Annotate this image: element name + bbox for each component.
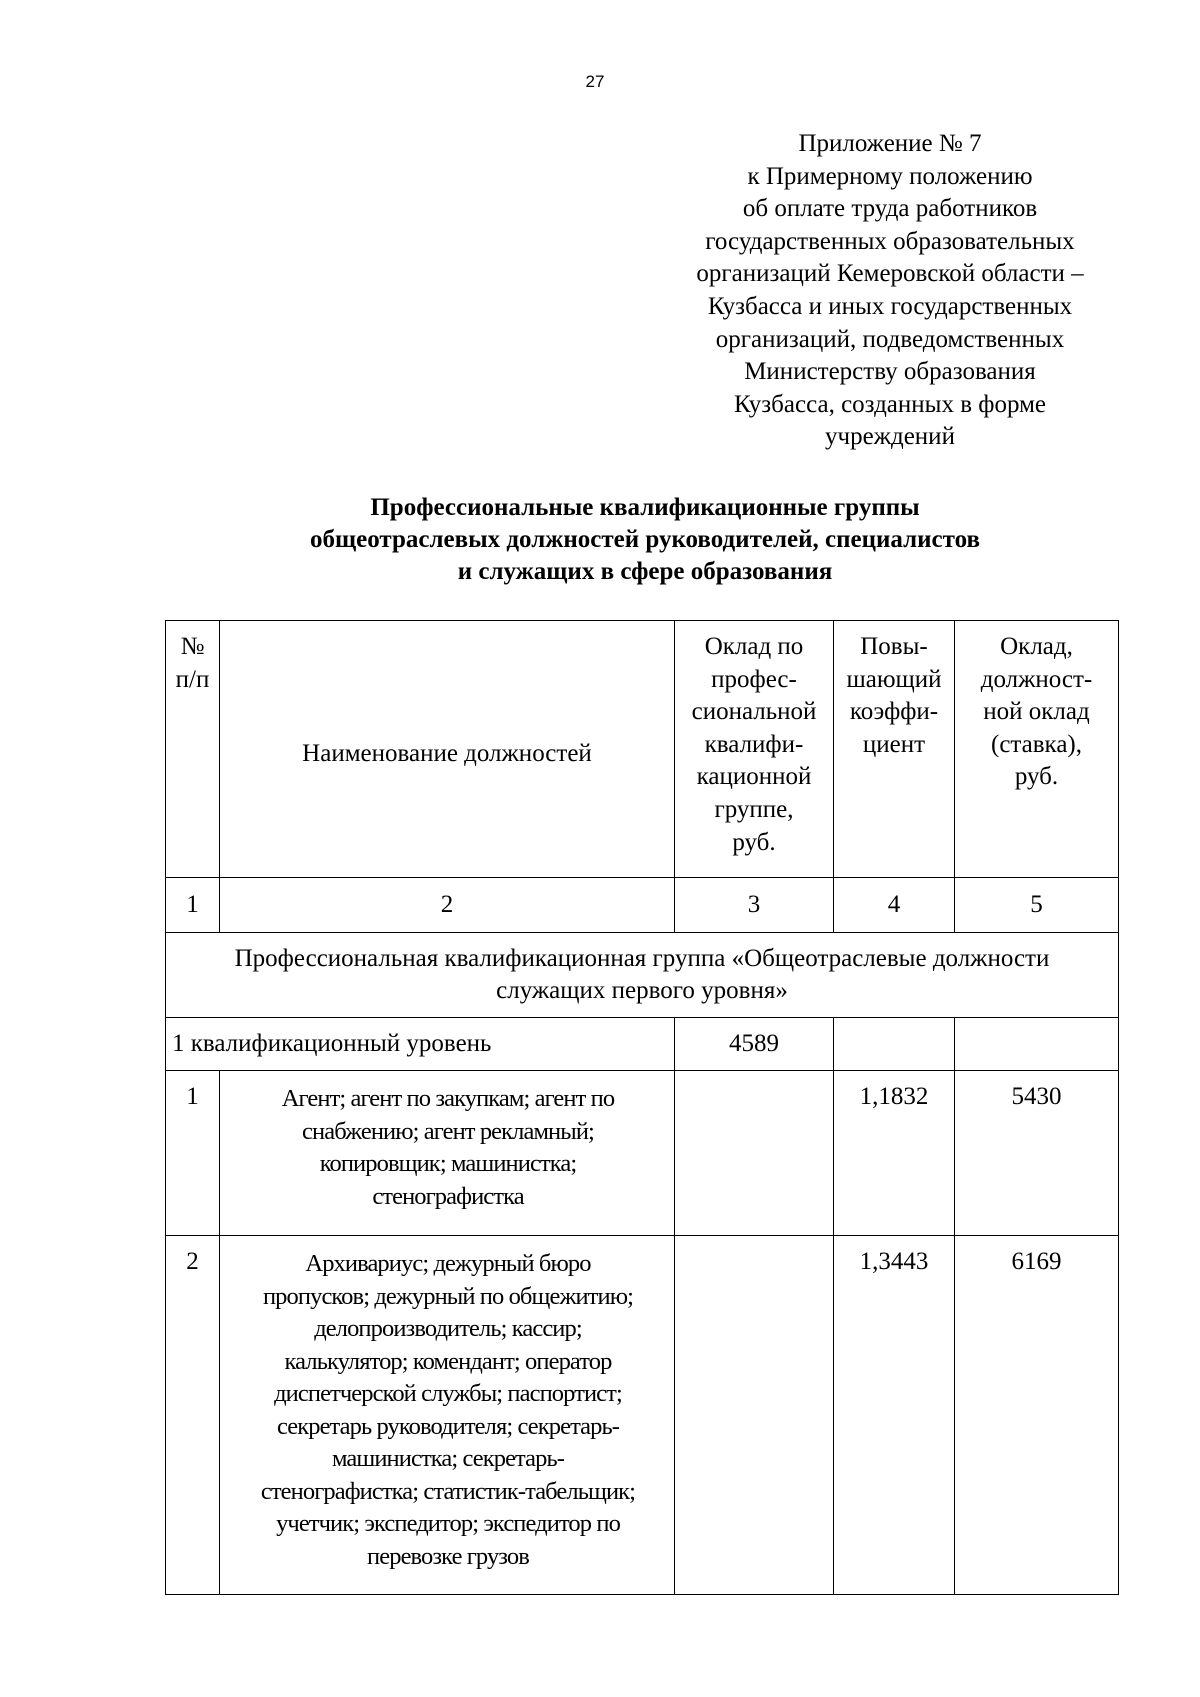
positions-line: Агент; агент по закупкам; агент по: [281, 1085, 615, 1112]
header-text: №: [180, 633, 205, 660]
appendix-line: организаций Кемеровской области –: [696, 260, 1084, 288]
group-title-line: служащих первого уровня»: [496, 977, 788, 1004]
header-text: Повы-: [860, 633, 928, 660]
column-number: 5: [955, 878, 1119, 933]
header-text: должност-: [980, 665, 1093, 693]
positions-line: диспетчерской службы; паспортист;: [274, 1380, 622, 1407]
table-row: [166, 1071, 1119, 1236]
header-text: руб.: [1014, 763, 1059, 791]
table-header-row: [166, 621, 1119, 878]
header-text: циент: [862, 730, 926, 758]
header-group-salary: [675, 621, 834, 878]
header-text: сиональной: [691, 698, 817, 726]
header-salary: [955, 621, 1119, 878]
column-number: 4: [834, 878, 955, 933]
table-row: [166, 1236, 1119, 1595]
header-coefficient: [834, 621, 955, 878]
header-text: п/п: [175, 665, 210, 693]
header-text: коэффи-: [849, 698, 939, 726]
coefficient-cell: 1,3443: [834, 1236, 955, 1595]
positions-cell: [220, 1071, 675, 1236]
positions-line: копировщик; машинистка;: [319, 1150, 577, 1177]
header-number: [166, 621, 220, 878]
header-text: Оклад по: [704, 633, 804, 660]
document-title: [150, 492, 1140, 588]
title-line: Профессиональные квалификационные группы: [370, 494, 920, 521]
header-text: Оклад,: [1000, 633, 1073, 660]
salary-cell: 5430: [955, 1071, 1119, 1236]
positions-line: пропусков; дежурный по общежитию;: [262, 1282, 634, 1310]
appendix-line: Кузбасса и иных государственных: [707, 292, 1073, 320]
salary-cell: 6169: [955, 1236, 1119, 1595]
column-number: 3: [675, 878, 834, 933]
positions-line: стенографистка; статистик-табельщик;: [260, 1477, 636, 1505]
header-text: руб.: [732, 828, 776, 856]
appendix-note: [660, 128, 1120, 454]
positions-line: снабжению; агент рекламный;: [302, 1117, 594, 1145]
level-base-salary: 4589: [675, 1018, 834, 1071]
positions-cell: [220, 1236, 675, 1595]
positions-line: машинистка; секретарь-: [331, 1445, 565, 1472]
page-number: 27: [585, 72, 605, 91]
title-line: и служащих в сфере образования: [457, 558, 833, 585]
header-text: кационной: [696, 763, 812, 791]
qualification-level-row: [166, 1018, 1119, 1071]
empty-cell: [955, 1018, 1119, 1071]
positions-line: секретарь руководителя; секретарь-: [276, 1412, 620, 1440]
positions-line: перевозке грузов: [367, 1542, 529, 1570]
positions-line: стенографистка: [372, 1182, 524, 1210]
column-number: 1: [166, 878, 220, 933]
header-text: шающий: [846, 665, 942, 693]
empty-cell: [834, 1018, 955, 1071]
appendix-line: организаций, подведомственных: [715, 325, 1065, 353]
appendix-line: учреждений: [825, 423, 955, 451]
row-number: 1: [166, 1071, 220, 1236]
column-number: 2: [220, 878, 675, 933]
header-text: (ставка),: [991, 730, 1082, 758]
appendix-line: Приложение № 7: [798, 130, 982, 157]
qualification-table: [165, 620, 1119, 1595]
empty-cell: [675, 1236, 834, 1595]
header-text: квалифи-: [704, 730, 804, 758]
column-number-row: [166, 878, 1119, 933]
header-text: Наименование должностей: [302, 739, 592, 767]
appendix-line: об оплате труда работников: [742, 195, 1038, 223]
title-line: общеотраслевых должностей руководителей, специалистов: [310, 526, 980, 553]
header-text: ной оклад: [983, 698, 1090, 726]
appendix-line: государственных образовательных: [705, 227, 1075, 255]
group-title-line: Профессиональная квалификационная группа «Общеотраслевые должности: [234, 945, 1050, 972]
empty-cell: [675, 1071, 834, 1236]
positions-line: учетчик; экспедитор; экспедитор по: [276, 1510, 620, 1537]
header-position-name: [220, 621, 675, 878]
positions-line: делопроизводитель; кассир;: [314, 1315, 582, 1342]
header-text: профес-: [711, 665, 797, 693]
positions-line: Архивариус; дежурный бюро: [305, 1250, 591, 1277]
appendix-line: к Примерному положению: [747, 162, 1033, 190]
appendix-line: Кузбасса, созданных в форме: [733, 390, 1046, 418]
appendix-line: Министерству образования: [744, 358, 1036, 386]
level-label: 1 квалификационный уровень: [166, 1018, 675, 1071]
group-title: [166, 933, 1119, 1018]
header-text: группе,: [714, 795, 794, 823]
coefficient-cell: 1,1832: [834, 1071, 955, 1236]
group-title-row: [166, 933, 1119, 1018]
row-number: 2: [166, 1236, 220, 1595]
positions-line: калькулятор; комендант; оператор: [284, 1347, 612, 1375]
